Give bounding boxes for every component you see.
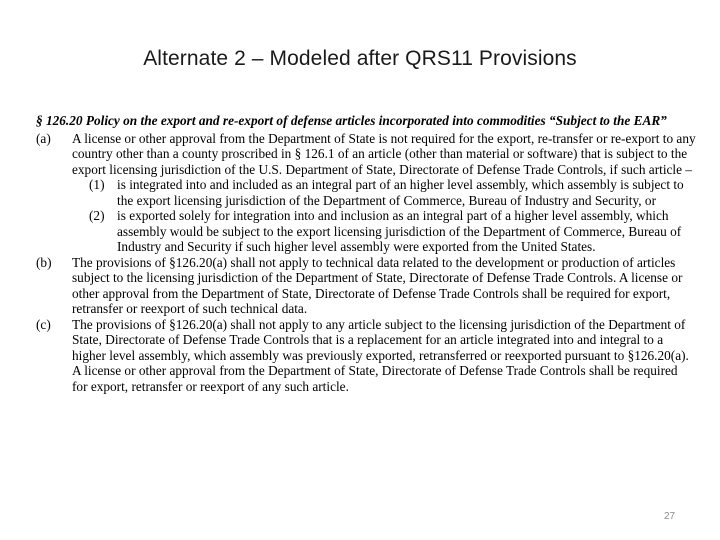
subclause-1 (72, 177, 696, 208)
clause-label: (b) (36, 254, 52, 270)
page-number: 27 (664, 511, 676, 522)
slide-title: Alternate 2 – Modeled after QRS11 Provisions (143, 47, 577, 70)
regulation-excerpt (36, 113, 696, 394)
clause-a (36, 131, 696, 255)
clause-text: A license or other approval from the Department of State is not required for the export, re-transfer or re-export to any country other than a county proscribed in § 126.1 of an article (other than material or software) that is subject to the export licensing jurisdiction of the U.S. Department of State, Directorate of Defense Trade Controls, if such article – (72, 130, 696, 177)
clause-b (36, 255, 696, 317)
subclause-number: (2) (89, 208, 105, 223)
clause-text: The provisions of §126.20(a) shall not apply to technical data related to the development or production of articles subject to the licensing jurisdiction of the Department of State, Directorate of Defense Trade Controls. A license or other approval from the Department of State, Directorate of Defense Trade Controls shall be required for export, retransfer or reexport of such technical data. (72, 254, 683, 316)
clause-label: (c) (36, 316, 51, 332)
clause-text: The provisions of §126.20(a) shall not apply to any article subject to the licensing jurisdiction of the Department of State, Directorate of Defense Trade Controls that is a replacement for an article integrated into and integral to a higher level assembly, which assembly was previously exported, retransferred or reexported pursuant to §126.20(a). A license or other approval from the Department of State, Directorate of Defense Trade Controls shall be required for export, retransfer or reexport of any such article. (72, 316, 689, 394)
section-heading: § 126.20 Policy on the export and re-export of defense articles incorporated into commodities “Subject to the EAR” (36, 113, 667, 128)
subclause-number: (1) (89, 177, 105, 192)
clause-c (36, 317, 696, 395)
subclause-text: is integrated into and included as an integral part of an higher level assembly, which assembly is subject to the export licensing jurisdiction of the Department of Commerce, Bureau of Industry and Security, or (117, 177, 684, 208)
clause-label: (a) (36, 130, 51, 146)
subclause-2 (72, 208, 696, 255)
subclause-text: is exported solely for integration into and inclusion as an integral part of a higher level assembly, which assembly would be subject to the export licensing jurisdiction of the Department of Commerce, Bureau of Industry and Security if such higher level assembly were exported from the United States. (117, 208, 682, 254)
